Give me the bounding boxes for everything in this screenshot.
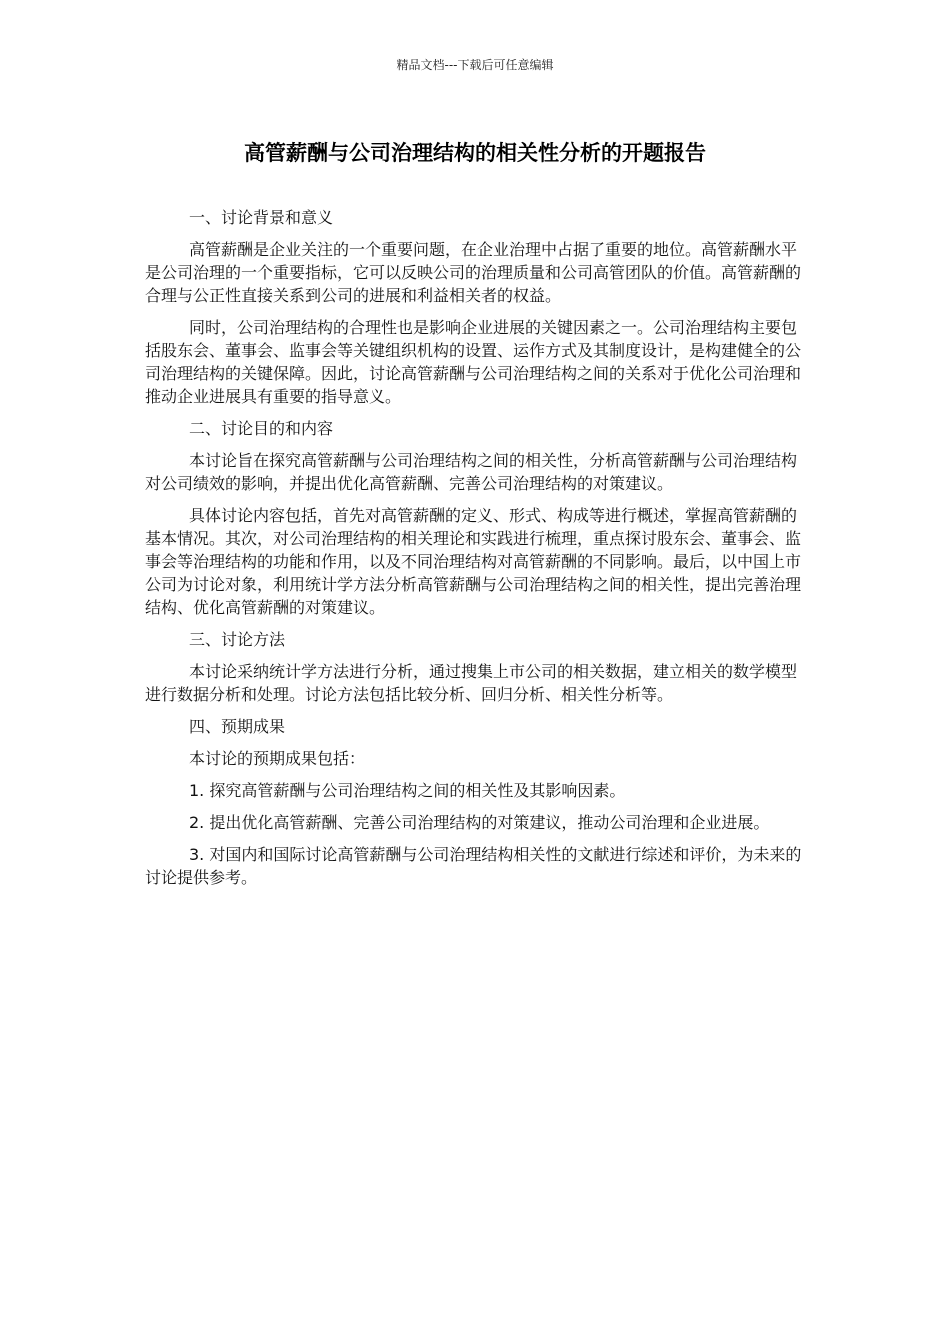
document-title: 高管薪酬与公司治理结构的相关性分析的开题报告 <box>244 141 706 165</box>
paragraph-objectives-2: 具体讨论内容包括，首先对高管薪酬的定义、形式、构成等进行概述，掌握高管薪酬的基本情况。其次，对公司治理结构的相关理论和实践进行梳理，重点探讨股东会、董事会、监事会等治理结构的功能和作用，以及不同治理结构对高管薪酬的不同影响。最后，以中国上市公司为讨论对象，利用统计学方法分析高管薪酬与公司治理结构之间的相关性，提出完善治理结构、优化高管薪酬的对策建议。 <box>145 506 802 617</box>
list-item-outcome-2: 2. 提出优化高管薪酬、完善公司治理结构的对策建议，推动公司治理和企业进展。 <box>189 813 770 832</box>
section-heading-objectives: 二、讨论目的和内容 <box>189 419 334 438</box>
page-header-watermark: 精品文档---下载后可任意编辑 <box>396 58 554 72</box>
paragraph-background-1: 高管薪酬是企业关注的一个重要问题，在企业治理中占据了重要的地位。高管薪酬水平是公司治理的一个重要指标，它可以反映公司的治理质量和公司高管团队的价值。高管薪酬的合理与公正性直接关系到公司的进展和利益相关者的权益。 <box>145 240 802 305</box>
paragraph-background-2: 同时，公司治理结构的合理性也是影响企业进展的关键因素之一。公司治理结构主要包括股东会、董事会、监事会等关键组织机构的设置、运作方式及其制度设计，是构建健全的公司治理结构的关键保障。因此，讨论高管薪酬与公司治理结构之间的关系对于优化公司治理和推动企业进展具有重要的指导意义。 <box>145 318 802 406</box>
document-body <box>145 206 807 898</box>
section-heading-background: 一、讨论背景和意义 <box>189 208 334 227</box>
section-heading-outcomes: 四、预期成果 <box>189 717 286 736</box>
list-item-outcome-1: 1. 探究高管薪酬与公司治理结构之间的相关性及其影响因素。 <box>189 781 626 800</box>
list-item-outcome-3: 3. 对国内和国际讨论高管薪酬与公司治理结构相关性的文献进行综述和评价，为未来的讨论提供参考。 <box>145 845 802 887</box>
paragraph-objectives-1: 本讨论旨在探究高管薪酬与公司治理结构之间的相关性，分析高管薪酬与公司治理结构对公司绩效的影响，并提出优化高管薪酬、完善公司治理结构的对策建议。 <box>145 451 798 493</box>
paragraph-methods-1: 本讨论采纳统计学方法进行分析，通过搜集上市公司的相关数据，建立相关的数学模型进行数据分析和处理。讨论方法包括比较分析、回归分析、相关性分析等。 <box>145 662 798 704</box>
paragraph-outcomes-intro: 本讨论的预期成果包括： <box>189 749 366 768</box>
section-heading-methods: 三、讨论方法 <box>189 630 286 649</box>
